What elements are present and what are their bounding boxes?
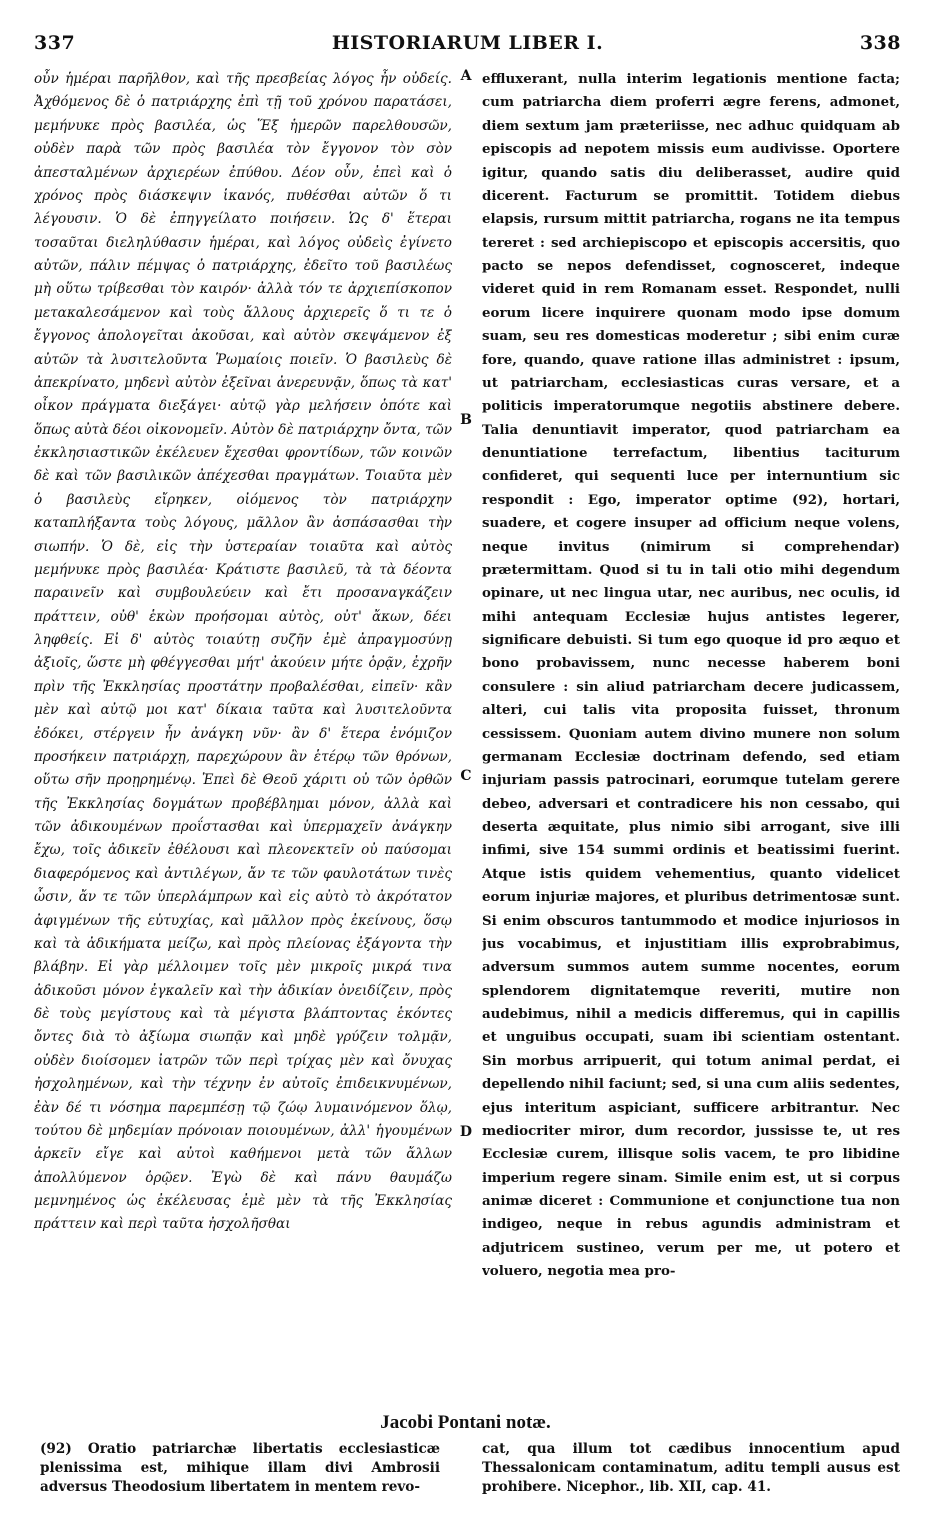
- greek-column: [34, 68, 452, 1408]
- latin-text: effluxerant, nulla interim legationis mentione facta; cum patriarcha diem proferri ægre ferens, admonet, diem sextum jam præteriisse, nec adhuc quidquam ab episcopis ad nepotem missis eum audivisse. Oportere igitur, quando satis diu deliberasset, audire quid dicerent. Facturum se promittit. Totidem diebus elapsis, rursum mittit patriarcha, rogans ne ita tempus tereret : sed archiepiscopo et episcopis accersitis, quo pacto se nepos defendisset, cognosceret, indeque videret quid in rem Romanam esset. Respondet, nulli eorum licere inquirere quonam modo ipse domum suam, seu res domesticas moderetur ; sibi enim curæ fore, quando, quave ratione illas administret : ipsum, ut patriarcham, ecclesiasticas curas versare, et a politicis imperatorumque negotiis abstinere debere. Talia denuntiavit imperator, quod patriarcham ea denuntiatione terrefactum, libentius taciturum confideret, qui sequenti luce per internuntium sic respondit : Ego, imperator optime (92), hortari, suadere, et cogere insuper ad officium neque volens, neque invitus (nimirum si comprehendar) prætermittam. Quod si tu in tali otio mihi degendum opinare, ut nec lingua utar, nec auribus, nec oculis, id mihi antequam Ecclesiæ hujus antistes legerer, significare debuisti. Si tum ego quoque id pro æquo et bono probavissem, nunc necesse haberem boni consulere : sin aliud patriarcham decere judicassem, alteri, cui talis vita proposita fuisset, thronum cessissem. Quoniam autem divino munere non solum germanam Ecclesiæ doctrinam defendo, sed etiam injuriam passis patrocinari, eorumque tutelam gerere debeo, adversari et contradicere his non cessabo, qui deserta æquitate, plus nimio sibi arrogant, sive illi infimi, sive 154 summi ordinis et beatissimi fuerint. Atque istis quidem vehementius, quanto videlicet eorum injuriæ majores, et pluribus detrimentosæ sunt. Si enim obscuros tantummodo et modice injuriosos in jus vocabimus, et injustitiam illis exprobrabimus, adversum summos autem summe nocentes, eorum splendorem dignitatemque reveriti, mutire non audebimus, nihil a medicis differemus, qui in capillis et unguibus occupati, suam ibi scientiam ostentant. Sin morbus arripuerit, qui totum animal perdat, ei depellendo nihil faciunt; sed, si una cum aliis sedentes, ejus interitum aspiciant, sufficere arbitrantur. Nec mediocriter miror, dum recordor, jussisse te, ut res Ecclesiæ curem, illisque solis vacem, te pro libidine imperium regere sinam. Simile enim est, ut si corpus animæ diceret : Communione et conjunctione tua non indigeo, neque in rebus agundis administram et adjutricem sustineo, verum per me, ut potero et voluero, negotia mea pro-: [482, 71, 900, 1280]
- greek-text: οὖν ἡμέραι παρῆλθον, καὶ τῆς πρεσβείας λόγος ἦν οὐδείς. Ἀχθόμενος δὲ ὁ πατριάρχης ἐπὶ τῇ τοῦ χρόνου παρατάσει, μεμήνυκε πρὸς βασιλέα, ὡς Ἕξ ἡμερῶν παρελθουσῶν, οὐδὲν παρὰ τῶν πρὸς βασιλέα τὸν ἔγγονον τὸν σὸν ἀπεσταλμένων ἀρχιερέων ἐπύθου. Δέον οὖν, ἐπεὶ καὶ ὁ χρόνος πρὸς διάσκεψιν ἱκανός, πυθέσθαι αὐτῶν ὅ τι λέγουσιν. Ὁ δὲ ἐπηγγείλατο ποιήσειν. Ὡς δ' ἕτεραι τοσαῦται διεληλύθασιν ἡμέραι, καὶ λόγος οὐδεὶς ἐγίνετο αὐτῶν, πάλιν πέμψας ὁ πατριάρχης, ἐδεῖτο τοῦ βασιλέως μὴ οὕτω τρίβεσθαι τὸν καιρόν· ἀλλὰ τόν τε ἀρχιεπίσκοπον μετακαλεσάμενον καὶ τοὺς ἄλλους ἀρχιερεῖς ὅ τι τε ὁ ἔγγονος ἀπολογεῖται ἀκοῦσαι, καὶ αὐτὸν σκεψάμενον ἐξ αὐτῶν τὰ λυσιτελοῦντα Ῥωμαίοις ποιεῖν. Ὁ βασιλεὺς δὲ ἀπεκρίνατο, μηδενὶ αὐτὸν ἐξεῖναι ἀνερευνᾷν, ὅπως τὰ κατ' οἶκον πράγματα διεξάγει· αὐτῷ γὰρ μελήσειν ὁπότε καὶ ὅπως αὐτὰ δέοι οἰκονομεῖν. Αὐτὸν δὲ πατριάρχην ὄντα, τῶν ἐκκλησιαστικῶν ἐκέλευεν ἔχεσθαι φροντίδων, τῶν κοινῶν δὲ καὶ τῶν βασιλικῶν ἀπέχεσθαι πραγμάτων. Τοιαῦτα μὲν ὁ βασιλεὺς εἴρηκεν, οἰόμενος τὸν πατριάρχην καταπλήξαντα τοὺς λόγους, μᾶλλον ἂν ἀσπάσασθαι τὴν σιωπήν. Ὁ δὲ, εἰς τὴν ὑστεραίαν τοιαῦτα καὶ αὐτὸς μεμήνυκε πρὸς βασιλέα· Κράτιστε βασιλεῦ, τὰ τὰ δέοντα παραινεῖν καὶ συμβουλεύειν καὶ ἔτι προσαναγκάζειν πράττειν, οὐθ' ἑκὼν προήσομαι αὐτὸς, οὐτ' ἄκων, δέει ληφθείς. Εἰ δ' αὐτὸς τοιαύτῃ συζῆν ἐμὲ ἀπραγμοσύνῃ ἀξιοῖς, ὥστε μὴ φθέγγεσθαι μήτ' ἀκούειν μήτε ὁρᾷν, ἐχρῆν πρὶν τῆς Ἐκκλησίας προστάτην προβαλέσθαι, εἰπεῖν· κἂν μὲν καὶ αὐτῷ μοι κατ' δίκαια ταῦτα καὶ λυσιτελοῦντα ἐδόκει, στέργειν ἦν ἀνάγκη νῦν· ἂν δ' ἕτερα ἐνόμιζον προσήκειν πατριάρχῃ, παρεχώρουν ἂν ἑτέρῳ τῶν θρόνων, οὕτω σῆν προῃρημένῳ. Ἐπεὶ δὲ Θεοῦ χάριτι οὐ τῶν ὀρθῶν τῆς Ἐκκλησίας δογμάτων προβέβλημαι μόνον, ἀλλὰ καὶ τῶν ἀδικουμένων προΐστασθαι καὶ ὑπερμαχεῖν ἀνάγκην ἔχω, τοῖς ἀδικεῖν ἐθέλουσι καὶ πλεονεκτεῖν οὐ παύσομαι διαφερόμενος καὶ ἀντιλέγων, ἄν τε τῶν φαυλοτάτων τινὲς ὦσιν, ἄν τε τῶν ὑπερλάμπρων καὶ εἰς αὐτὸ τὸ ἀκρότατον ἀφιγμένων τῆς εὐτυχίας, καὶ μᾶλλον πρὸς ἐκείνους, ὅσῳ καὶ τὰ ἀδικήματα μείζω, καὶ πρὸς πλείονας ἐξάγοντα τὴν βλάβην. Εἰ γὰρ μέλλοιμεν τοῖς μὲν μικροῖς μικρά τινα ἀδικοῦσι μόνον ἐγκαλεῖν καὶ τὴν ἀδικίαν ὀνειδίζειν, πρὸς δὲ τοὺς μεγίστους καὶ τὰ μέγιστα βλάπτοντας ἑκόντες ὄντες διὰ τὸ ἀξίωμα σιωπᾷν καὶ μηδὲ γρύζειν τολμᾷν, οὐδὲν διοίσομεν ἰατρῶν τῶν περὶ τρίχας μὲν καὶ ὄνυχας ἠσχολημένων, καὶ τὴν τέχνην ἐν αὐτοῖς ἐπιδεικνυμένων, ἐὰν δέ τι νόσημα παρεμπέσῃ τῷ ζώῳ λυμαινόμενον ὅλῳ, τούτου δὲ μηδεμίαν πρόνοιαν ποιουμένων, ἀλλ' ἡγουμένων ἀρκεῖν εἴγε καὶ αὐτοὶ καθήμενοι μετὰ τῶν ἄλλων ἀπολλύμενον ὁρῷεν. Ἐγὼ δὲ καὶ πάνυ θαυμάζω μεμνημένος ὡς ἐκέλευσας ἐμὲ μὲν τὰ τῆς Ἐκκλησίας πράττειν καὶ περὶ ταῦτα ἠσχολῆσθαι: [34, 71, 452, 1233]
- section-marker-c: C: [460, 768, 472, 784]
- running-title: HISTORIARUM LIBER I.: [331, 32, 604, 54]
- footnote-left-text: (92) Oratio patriarchæ libertatis ecclesiasticæ plenissima est, mihique illam divi Ambrosii adversus Theodosium libertatem in mentem revo-: [40, 1441, 440, 1495]
- footnote-left: [40, 1440, 440, 1532]
- footnote-right-text: cat, qua illum tot cædibus innocentium apud Thessalonicam contaminatum, aditu templi ausus est prohibere. Nicephor., lib. XII, cap. 41.: [482, 1441, 900, 1495]
- section-marker-d: D: [459, 1124, 473, 1140]
- page-header: [34, 32, 901, 58]
- page-number-left: 337: [34, 32, 76, 54]
- latin-column: [482, 68, 900, 1408]
- notes-title: Jacobi Pontani notæ.: [380, 1412, 551, 1433]
- page-number-right: 338: [859, 32, 901, 54]
- section-marker-b: B: [460, 412, 472, 428]
- section-marker-a: A: [460, 68, 472, 84]
- footnote-right: [482, 1440, 900, 1532]
